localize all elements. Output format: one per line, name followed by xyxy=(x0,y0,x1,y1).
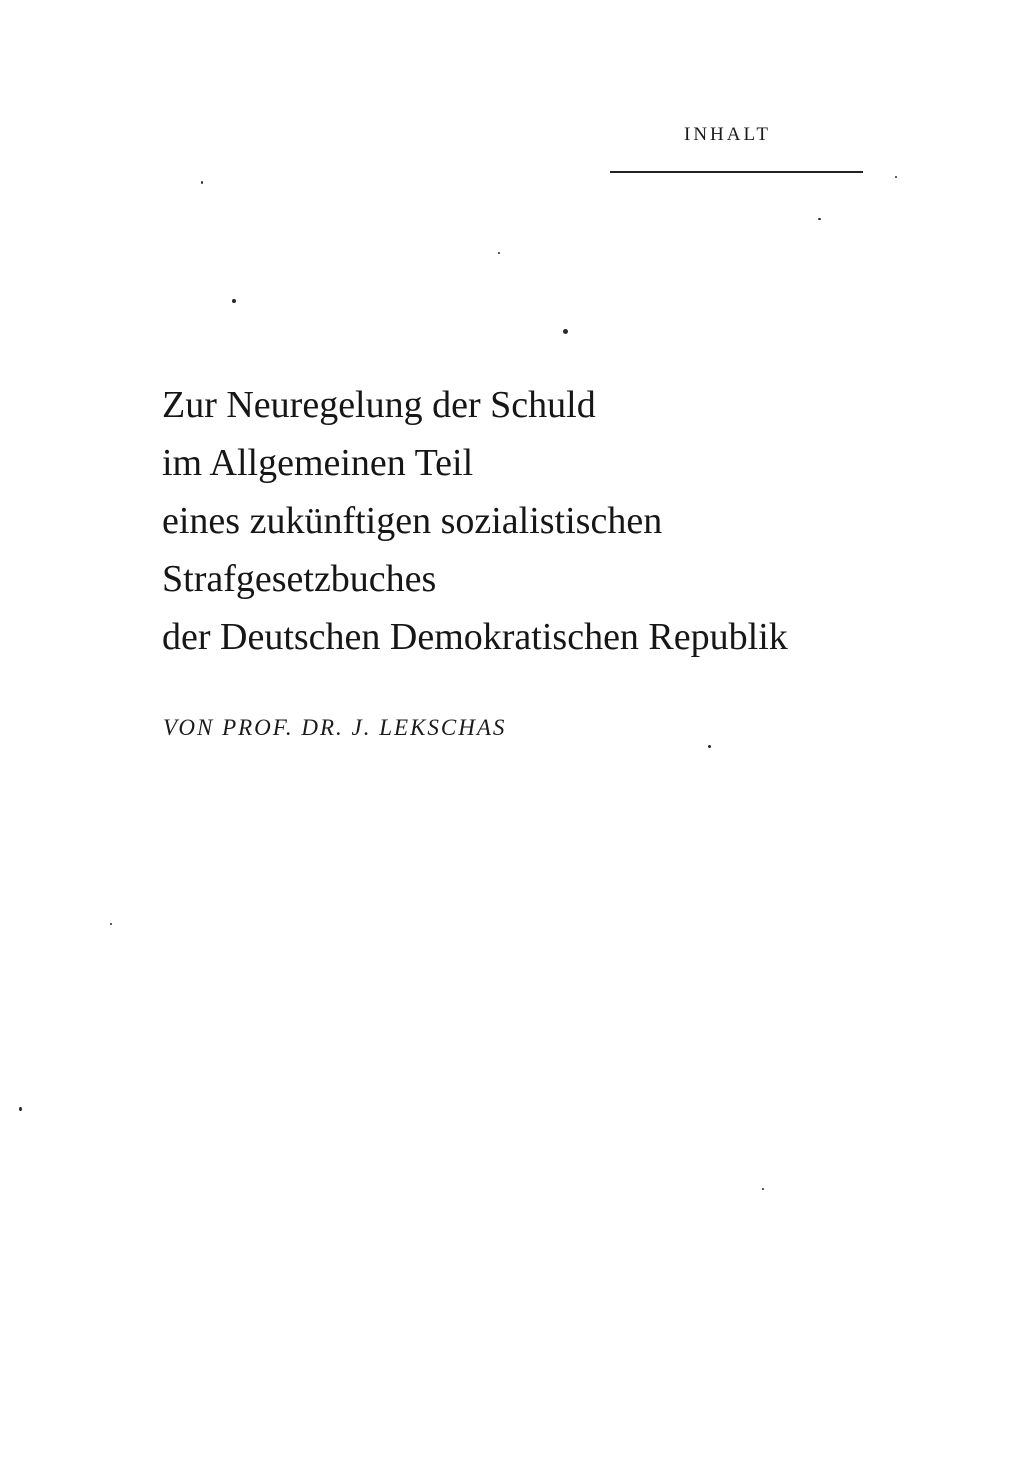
scan-speck xyxy=(232,299,236,303)
title-line: im Allgemeinen Teil xyxy=(162,442,474,484)
header-rule xyxy=(610,171,863,173)
scan-speck xyxy=(19,1107,22,1111)
section-label: INHALT xyxy=(684,124,771,145)
document-title xyxy=(162,376,788,666)
title-line: der Deutschen Demokratischen Republik xyxy=(162,616,788,658)
scan-speck xyxy=(563,329,568,334)
title-line: eines zukünftigen sozialistischen xyxy=(162,500,663,542)
scan-speck xyxy=(498,252,500,254)
scan-speck xyxy=(201,181,203,184)
scan-speck xyxy=(895,176,897,178)
scan-speck xyxy=(110,923,112,925)
title-line: Strafgesetzbuches xyxy=(162,558,437,600)
scan-speck xyxy=(762,1188,764,1190)
title-line: Zur Neuregelung der Schuld xyxy=(162,384,596,426)
author-byline: VON PROF. DR. J. LEKSCHAS xyxy=(163,715,507,740)
scan-speck xyxy=(708,745,711,748)
scan-speck xyxy=(818,218,821,220)
